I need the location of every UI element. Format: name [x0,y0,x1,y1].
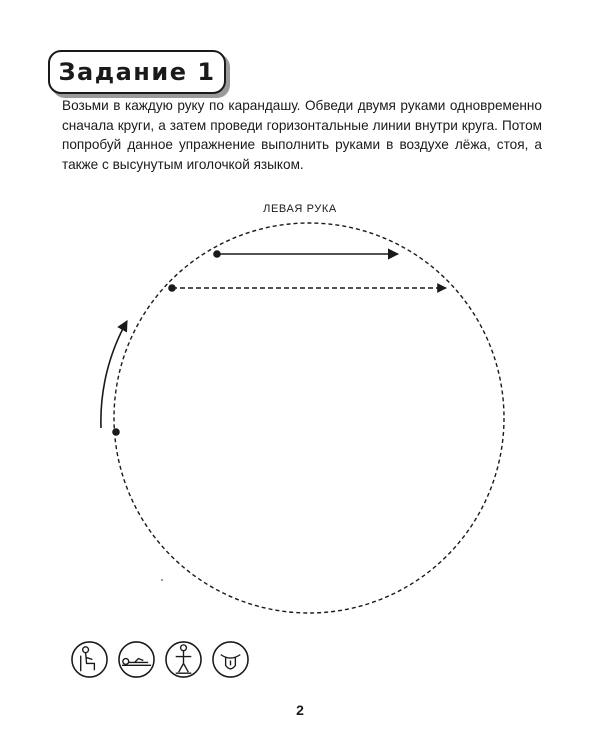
start-dot-circle [112,428,120,436]
tongue-out-icon [211,640,250,679]
start-dot-solid-line [213,250,221,258]
sitting-person-icon [70,640,109,679]
instruction-text: Возьми в каждую руку по карандашу. Обведи двумя руками одновременно сначала круги, а затем проведи горизонтальные линии внутри круга. Потом попробуй данное упражнение выполнить руками в воздухе лёжа, стоя, а также с высунутым иголочкой языком. [62,98,542,172]
standing-person-icon [164,640,203,679]
page-number: 2 [296,702,304,718]
dashed-circle [114,223,504,613]
lying-person-icon [117,640,156,679]
circle-label: ЛЕВАЯ РУКА [263,203,337,215]
stray-dot [161,579,163,581]
start-dot-dashed-line [168,284,176,292]
mode-icons [70,640,250,680]
task-title: Задание 1 [58,58,216,86]
